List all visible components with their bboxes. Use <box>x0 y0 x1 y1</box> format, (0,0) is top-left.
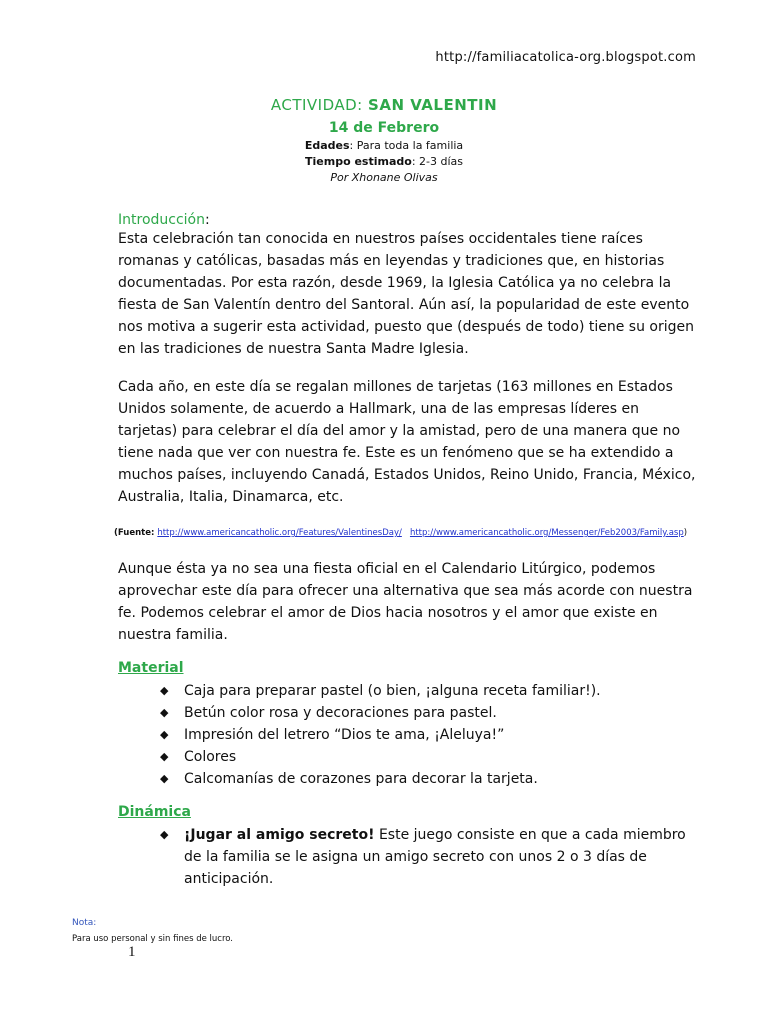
document-body <box>114 212 698 890</box>
list-item <box>160 680 698 702</box>
bullet-icon: ◆ <box>160 750 169 763</box>
list-item-text: Caja para preparar pastel (o bien, ¡alguna receta familiar!). <box>184 683 601 699</box>
dinamica-item-text: Este juego consiste en que a cada miembro de la familia se le asigna un amigo secreto con unos 2 o 3 días de anticipación. <box>184 827 686 887</box>
activity-date: 14 de Febrero <box>328 120 440 136</box>
activity-prefix: ACTIVIDAD: <box>270 96 363 114</box>
intro-heading <box>118 212 698 228</box>
bullet-icon: ◆ <box>160 828 169 841</box>
time-label: Tiempo estimado <box>305 155 412 168</box>
source-link-1[interactable]: http://www.americancatholic.org/Features/ValentinesDay/ <box>157 528 402 538</box>
material-heading: Material <box>118 660 184 676</box>
bullet-icon: ◆ <box>160 706 169 719</box>
intro-paragraph-1: Esta celebración tan conocida en nuestros países occidentales tiene raíces romanas y católicas, basadas más en leyendas y tradiciones que, en historias documentadas. Por esta razón, desde 1969, la Iglesia Católica ya no celebra la fiesta de San Valentín dentro del Santoral. Aún así, la popularidad de este evento nos motiva a sugerir esta actividad, puesto que (después de todo) tiene su origen en las tradiciones de nuestra Santa Madre Iglesia. <box>118 231 695 357</box>
page-number: 1 <box>128 944 136 960</box>
activity-name: SAN VALENTIN <box>368 96 498 114</box>
title-block <box>0 96 768 184</box>
bullet-icon: ◆ <box>160 684 169 697</box>
time-line <box>0 155 768 168</box>
list-item-text: Betún color rosa y decoraciones para pastel. <box>184 705 497 721</box>
time-value: : 2-3 días <box>411 155 463 168</box>
list-item <box>160 724 698 746</box>
note-text: Para uso personal y sin fines de lucro. <box>72 934 234 944</box>
intro-heading-text: Introducción <box>118 212 205 228</box>
dinamica-list <box>118 824 698 890</box>
bullet-icon: ◆ <box>160 772 169 785</box>
dinamica-heading: Dinámica <box>118 804 191 820</box>
source-line <box>114 528 698 538</box>
intro-heading-colon: : <box>205 212 210 228</box>
list-item-text: Impresión del letrero “Dios te ama, ¡Aleluya!” <box>184 727 505 743</box>
source-label: (Fuente: <box>114 528 158 538</box>
list-item <box>160 702 698 724</box>
list-item <box>160 768 698 790</box>
list-item <box>160 746 698 768</box>
source-link-2[interactable]: http://www.americancatholic.org/Messenger/Feb2003/Family.asp <box>409 528 684 538</box>
intro-paragraph-2: Cada año, en este día se regalan millones de tarjetas (163 millones en Estados Unidos solamente, de acuerdo a Hallmark, una de las empresas líderes en tarjetas) para celebrar el día del amor y la amistad, pero de una manera que no tiene nada que ver con nuestra fe. Este es un fenómeno que se ha extendido a muchos países, incluyendo Canadá, Estados Unidos, Reino Unido, Francia, México, Australia, Italia, Dinamarca, etc. <box>118 379 696 505</box>
note-label: Nota: <box>72 918 97 928</box>
source-close: ) <box>683 528 688 538</box>
dinamica-item-bold: ¡Jugar al amigo secreto! <box>184 827 375 843</box>
ages-value: : Para toda la familia <box>349 139 464 152</box>
ages-line <box>0 139 768 152</box>
activity-title <box>0 96 768 114</box>
header-url: http://familiacatolica-org.blogspot.com <box>435 50 696 65</box>
author: Por Xhonane Olivas <box>330 171 438 184</box>
list-item-text: Calcomanías de corazones para decorar la tarjeta. <box>184 771 538 787</box>
paragraph-3: Aunque ésta ya no sea una fiesta oficial en el Calendario Litúrgico, podemos aprovechar este día para ofrecer una alternativa que sea más acorde con nuestra fe. Podemos celebrar el amor de Dios hacia nosotros y el amor que existe en nuestra familia. <box>118 561 693 643</box>
material-list <box>118 680 698 790</box>
ages-label: Edades <box>304 139 350 152</box>
bullet-icon: ◆ <box>160 728 169 741</box>
list-item <box>160 824 698 890</box>
list-item-text: Colores <box>184 749 237 765</box>
